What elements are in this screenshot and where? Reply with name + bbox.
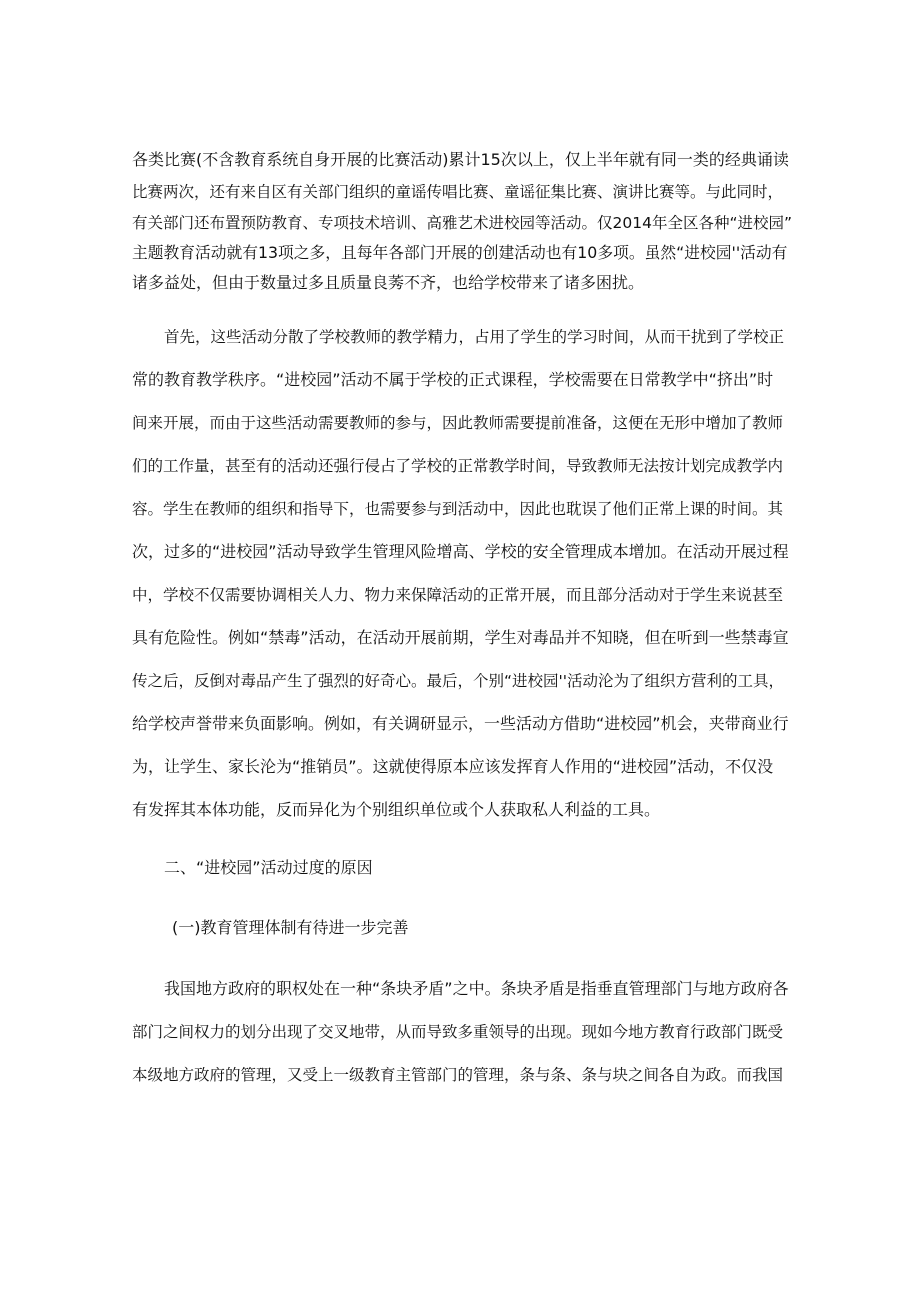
text-line: 各类比赛(不含教育系统自身开展的比赛活动)累计15次以上，仅上半年就有同一类的经典诵读 [132,150,789,169]
text-line: 我国地方政府的职权处在一种“条块矛盾”之中。条块矛盾是指垂直管理部门与地方政府各 [164,979,789,998]
text-line: 诸多益处，但由于数量过多且质量良莠不齐，也给学校带来了诸多困扰。 [132,273,645,292]
text-line: 主题教育活动就有13项之多，且每年各部门开展的创建活动也有10多项。虽然“进校园''活动有 [132,243,788,262]
text-line: 中，学校不仅需要协调相关人力、物力来保障活动的正常开展，而且部分活动对于学生来说甚至 [132,586,784,604]
text-line: 给学校声誉带来负面影响。例如，有关调研显示，一些活动方借助“进校园”机会，夹带商业行 [132,714,789,733]
text-line: 首先，这些活动分散了学校教师的教学精力，占用了学生的学习时间，从而干扰到了学校正 [164,328,785,346]
text-line: 传之后，反倒对毒品产生了强烈的好奇心。最后，个别“进校园''活动沦为了组织方营利的工具， [132,672,785,690]
text-line: 本级地方政府的管理，又受上一级教育主管部门的管理，条与条、条与块之间各自为政。而我国 [132,1066,784,1084]
text-line: 为，让学生、家长沦为“推销员”。这就使得原本应该发挥育人作用的“进校园”活动，不仅没 [132,757,774,776]
subsection-heading: (一)教育管理体制有待进一步完善 [172,918,409,937]
text-line: 部门之间权力的划分出现了交叉地带，从而导致多重领导的出现。现如今地方教育行政部门既受 [132,1023,784,1041]
text-line: 比赛两次，还有来自区有关部门组织的童谣传唱比赛、童谣征集比赛、演讲比赛等。与此同时， [132,183,784,201]
section-heading: 二、“进校园”活动过度的原因 [164,858,373,877]
text-line: 次，过多的“进校园”活动导致学生管理风险增高、学校的安全管理成本增加。在活动开展过程 [132,542,789,561]
text-line: 具有危险性。例如“禁毒”活动，在活动开展前期，学生对毒品并不知晓，但在听到一些禁毒宣 [132,628,789,647]
text-line: 常的教育教学秩序。“进校园”活动不属于学校的正式课程，学校需要在日常教学中“挤出”时 [132,370,774,389]
text-line: 们的工作量，甚至有的活动还强行侵占了学校的正常教学时间，导致教师无法按计划完成教学内 [132,457,784,475]
text-line: 有发挥其本体功能，反而异化为个别组织单位或个人获取私人利益的工具。 [132,800,661,819]
text-line: 间来开展，而由于这些活动需要教师的参与，因此教师需要提前准备，这便在无形中增加了教师 [132,414,784,432]
text-line: 有关部门还布置预防教育、专项技术培训、高雅艺术进校园等活动。仅2014年全区各种“进校园” [132,214,793,232]
text-line: 容。学生在教师的组织和指导下，也需要参与到活动中，因此也耽误了他们正常上课的时间。其 [132,500,784,518]
